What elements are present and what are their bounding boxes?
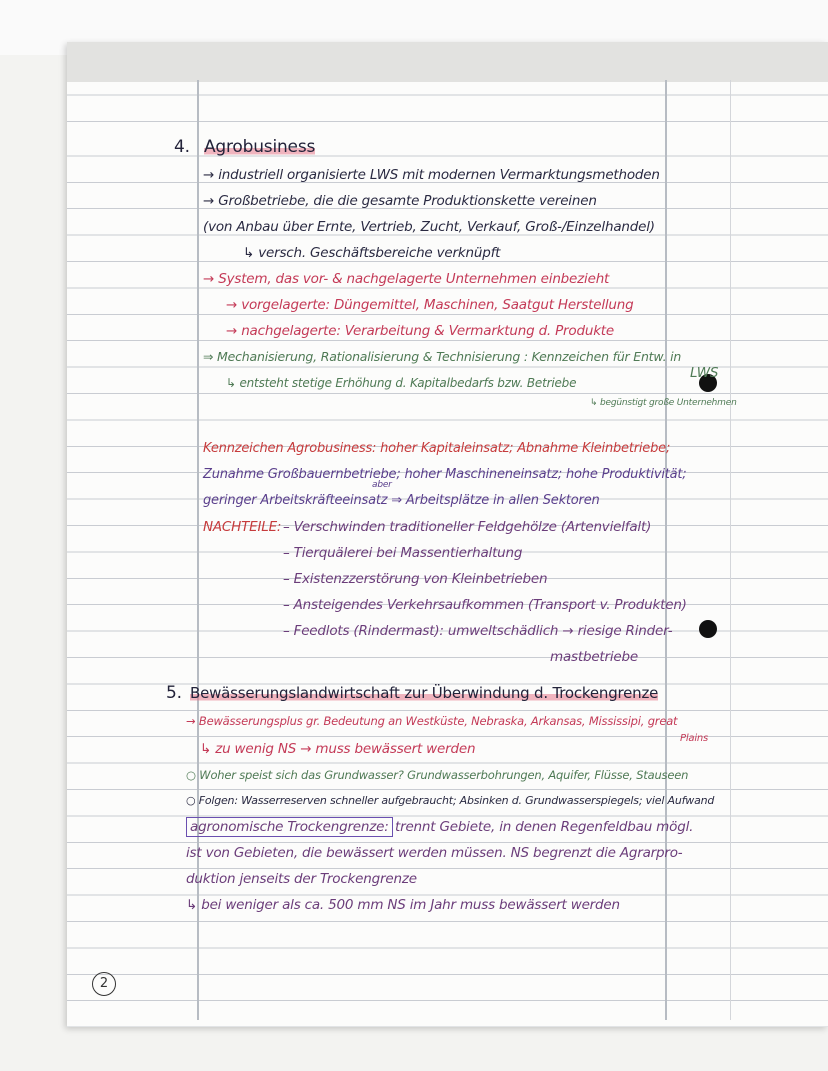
section-5-line: duktion jenseits der Trockengrenze [186, 871, 417, 887]
kennzeichen-note: aber [372, 480, 392, 490]
section-4-line: → industriell organisierte LWS mit modernen Vermarktungsmethoden [203, 167, 660, 183]
section-4-line: (von Anbau über Ernte, Vertrieb, Zucht, Verkauf, Groß-/Einzelhandel) [203, 219, 655, 235]
section-4-number: 4. [174, 137, 190, 157]
margin-line-right [665, 80, 667, 1020]
section-5-line: → Bewässerungsplus gr. Bedeutung an Westküste, Nebraska, Arkansas, Mississipi, great [186, 714, 678, 728]
trockengrenze-term: agronomische Trockengrenze: [186, 817, 393, 837]
section-4-line: ↳ versch. Geschäftsbereiche verknüpft [243, 245, 501, 261]
section-4-line: → vorgelagerte: Düngemittel, Maschinen, Saatgut Herstellung [226, 297, 634, 313]
section-4-line: → System, das vor- & nachgelagerte Unternehmen einbezieht [203, 271, 610, 287]
kennzeichen-line: geringer Arbeitskräfteeinsatz ⇒ Arbeitsplätze in allen Sektoren [203, 493, 600, 508]
section-5-line: ↳ bei weniger als ca. 500 mm NS im Jahr muss bewässert werden [186, 897, 620, 913]
kennzeichen-line: Kennzeichen Agrobusiness: hoher Kapitaleinsatz; Abnahme Kleinbetriebe; [203, 441, 671, 456]
nachteil-item: – Tierquälerei bei Massentierhaltung [283, 545, 523, 561]
section-5-line: ist von Gebieten, die bewässert werden müssen. NS begrenzt die Agrarpro- [186, 845, 683, 861]
nachteil-item: – Ansteigendes Verkehrsaufkommen (Transport v. Produkten) [283, 597, 687, 613]
section-5-line: Plains [680, 733, 709, 744]
nachteil-item: – Feedlots (Rindermast): umweltschädlich → riesige Rinder- [283, 623, 673, 639]
section-5-line: trennt Gebiete, in denen Regenfeldbau mögl. [395, 819, 694, 835]
section-4-line: → Großbetriebe, die die gesamte Produktionskette vereinen [203, 193, 597, 209]
page-number: 2 [92, 972, 116, 996]
section-5-line: ↳ zu wenig NS → muss bewässert werden [200, 741, 476, 757]
section-5-line: ○ Woher speist sich das Grundwasser? Grundwasserbohrungen, Aquifer, Flüsse, Stauseen [186, 768, 689, 782]
section-5-title: Bewässerungslandwirtschaft zur Überwindung d. Trockengrenze [190, 684, 659, 702]
section-4-line: LWS [690, 365, 719, 381]
kennzeichen-line: Zunahme Großbauernbetriebe; hoher Maschineneinsatz; hohe Produktivität; [203, 467, 687, 482]
section-4-line: ⇒ Mechanisierung, Rationalisierung & Technisierung : Kennzeichen für Entw. in [203, 349, 682, 364]
section-5-number: 5. [166, 683, 182, 703]
nachteile-label: NACHTEILE: [203, 519, 282, 535]
margin-line-right-2 [730, 80, 731, 1020]
punch-hole-lower [699, 620, 717, 638]
section-4-title: Agrobusiness [204, 137, 316, 157]
section-4-line: ↳ entsteht stetige Erhöhung d. Kapitalbedarfs bzw. Betriebe [226, 376, 577, 390]
nachteil-item: – Existenzzerstörung von Kleinbetrieben [283, 571, 548, 587]
nachteil-item: – Verschwinden traditioneller Feldgehölze (Artenvielfalt) [283, 519, 652, 535]
section-4-line: → nachgelagerte: Verarbeitung & Vermarktung d. Produkte [226, 323, 615, 339]
section-4-line: ↳ begünstigt große Unternehmen [590, 398, 737, 408]
nachteil-item: mastbetriebe [550, 649, 638, 665]
page-top-shadow [67, 42, 828, 82]
section-5-line: ○ Folgen: Wasserreserven schneller aufgebraucht; Absinken d. Grundwasserspiegels; viel Aufwand [186, 794, 715, 807]
